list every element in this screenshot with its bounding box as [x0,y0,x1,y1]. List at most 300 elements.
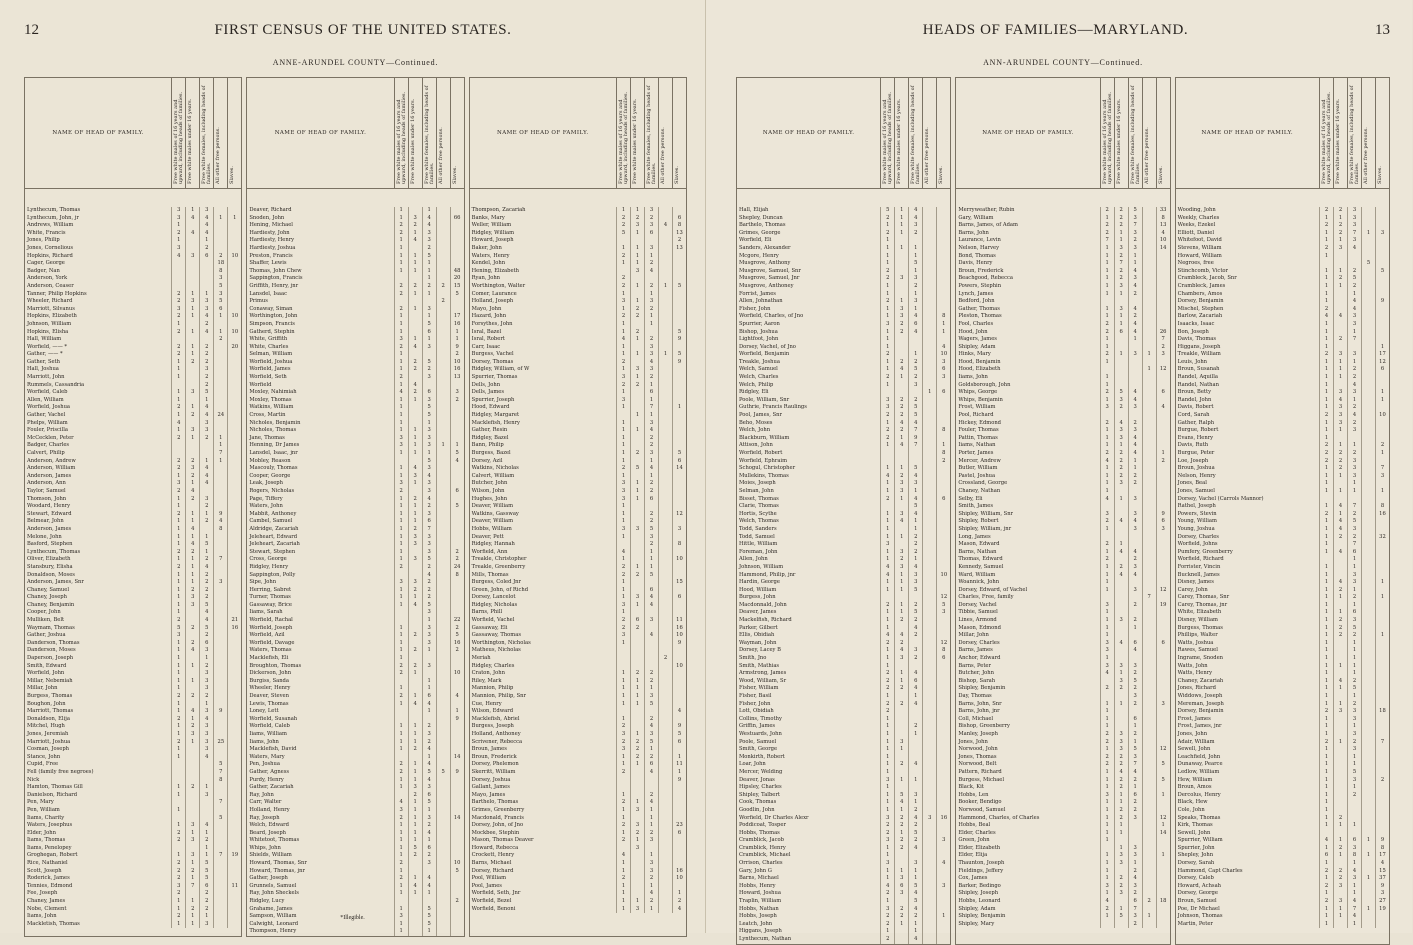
count-cell [659,868,673,876]
count-cell [937,549,950,557]
count-cell: 1 [1334,511,1348,519]
count-cell: 1 [881,625,895,633]
count-cell: 20 [231,343,239,350]
table-row [247,625,463,633]
count-cell: 2 [1115,685,1129,693]
table-row [1176,253,1389,261]
family-head-name: Cross, George [247,556,394,564]
count-cell [1362,647,1376,655]
count-cell: 4 [455,693,459,699]
count-cell: 2 [895,397,909,405]
family-head-name: Mitchel, Hugh [25,723,172,731]
table-row [737,670,950,678]
count-cell: 10 [231,328,239,335]
column-header-c5 [673,78,686,188]
count-cell: 8 [214,268,228,276]
table-row [25,708,241,716]
table-row [25,875,241,883]
count-cell [1143,685,1157,693]
count-cell: 1 [1320,253,1334,261]
count-cell: 2 [200,518,214,526]
count-cell [228,458,241,466]
family-head-name: Smith, James [956,503,1100,511]
family-head-name: Lewis, Thomas [247,701,394,709]
count-cell: 2 [186,906,200,914]
count-cell [186,260,200,268]
count-cell [659,670,673,678]
count-cell [228,693,241,701]
count-cell [1143,518,1157,526]
column-header-text: Free white males of 16 years and upward, including heads of families. [882,91,894,184]
count-cell: 4 [645,465,659,473]
count-cell [200,336,214,344]
count-cell: 1 [645,253,659,261]
count-cell: 9 [677,776,682,783]
family-head-name: Henning, Dr James [247,442,394,450]
count-cell: 10 [231,252,239,259]
count-cell [228,663,241,671]
count-cell [186,268,200,276]
count-cell: 1 [909,799,923,807]
family-head-name: Mascouly, Thomas [247,465,394,473]
column-header-c1 [617,78,631,188]
count-cell: 2 [617,769,631,777]
count-cell [937,898,950,906]
table-row [737,609,950,617]
table-row [470,708,686,716]
table-row [737,739,950,747]
table-row [1176,321,1389,329]
count-cell [1334,382,1348,390]
count-cell [617,541,631,549]
family-head-name: Ray, John Sheckels [247,890,394,898]
count-cell: 5 [909,587,923,595]
table-row [25,663,241,671]
count-cell: 2 [895,640,909,648]
count-cell [437,670,451,678]
table-row [1176,541,1389,549]
table-row [470,511,686,519]
count-cell: 2 [1129,670,1143,678]
count-cell [1376,640,1389,648]
count-cell [409,374,423,382]
count-cell: 2 [909,632,923,640]
count-cell [214,420,228,428]
family-head-name: Anderson, York [25,275,172,283]
count-cell: 3 [942,358,946,365]
count-cell: 1 [645,883,659,891]
count-cell [1101,921,1115,929]
family-head-name: Dells, John [470,382,617,390]
count-cell [645,275,659,283]
family-head-name: Danderson, Moses [25,647,172,655]
count-cell: 4 [1348,898,1362,906]
table-row [956,617,1169,625]
count-cell: 3 [631,268,645,276]
count-cell: 3 [1115,283,1129,291]
count-cell: 2 [1334,845,1348,853]
count-cell: 3 [645,617,659,625]
family-head-name: Thomson, John [25,496,172,504]
count-cell: 1 [1115,701,1129,709]
table-row [956,427,1169,435]
count-cell [923,435,937,443]
count-cell: 2 [172,837,186,845]
count-cell: 3 [423,731,437,739]
column-header-c4 [659,78,673,188]
count-cell: 1 [881,845,895,853]
family-head-name: Martin, Peter [1176,921,1320,929]
count-cell: 3 [1161,525,1165,532]
count-cell: 2 [1334,587,1348,595]
count-cell [923,852,937,860]
count-cell [923,420,937,428]
count-cell: 12 [1159,366,1167,373]
count-cell: 6 [645,587,659,595]
count-cell [923,913,937,921]
count-cell: 2 [1334,815,1348,823]
count-cell [1129,298,1143,306]
count-cell [923,268,937,276]
table-row [247,526,463,534]
table-row [1176,268,1389,276]
count-cell: 1 [881,245,895,253]
count-cell: 1 [1101,837,1115,845]
family-head-name: Kendel, John [470,260,617,268]
column-header-c1 [395,78,409,188]
count-cell [895,693,909,701]
family-head-name: Elder, Charles [956,830,1100,838]
count-cell: 2 [881,678,895,686]
table-row [956,777,1169,785]
count-cell [1143,716,1157,724]
count-cell: 1 [395,921,409,929]
count-cell [451,701,464,709]
table-row [470,306,686,314]
count-cell [228,222,241,230]
count-cell [200,268,214,276]
count-cell [937,556,950,564]
count-cell: 3 [172,207,186,215]
column-header-text: Free white females, including heads of families. [645,85,657,184]
count-cell: 1 [881,465,895,473]
count-cell [1157,807,1170,815]
count-cell [923,321,937,329]
family-head-name: Iiams, Charity [25,815,172,823]
count-cell: 1 [659,351,673,359]
table-row [737,283,950,291]
count-cell [228,670,241,678]
family-head-name: Mayo, James [470,792,617,800]
count-cell: 2 [631,382,645,390]
count-cell [1320,830,1334,838]
count-cell [451,663,464,671]
count-cell [659,906,673,914]
count-cell [1362,868,1376,876]
count-cell [1143,496,1157,504]
family-head-name: Thaunton, Joseph [956,860,1100,868]
count-cell: 3 [895,739,909,747]
family-head-name: Ridgley, William [470,230,617,238]
count-cell: 3 [645,298,659,306]
count-cell: 3 [645,366,659,374]
table-row [470,602,686,610]
count-cell [645,655,659,663]
count-cell [409,921,423,929]
count-cell: 1 [881,344,895,352]
count-cell [200,799,214,807]
count-cell [1143,283,1157,291]
count-cell [200,777,214,785]
count-cell [909,739,923,747]
count-cell: 5 [909,412,923,420]
family-head-name: Norwood, Belt [956,761,1100,769]
family-head-name: Treakle, Christopher [470,556,617,564]
family-head-name: Isral, Robert [470,336,617,344]
count-cell [673,291,686,299]
table-row [737,374,950,382]
table-row [1176,921,1389,929]
family-head-name: Jones, Jeremiah [25,731,172,739]
count-cell: 3 [1129,351,1143,359]
family-head-name: Rathel, Joseph [1176,503,1320,511]
count-cell: 1 [895,207,909,215]
count-cell: 1 [1334,739,1348,747]
count-cell [1143,845,1157,853]
count-cell [1115,632,1129,640]
family-head-name: Fisher, John [737,306,881,314]
count-cell [673,860,686,868]
table-row [247,685,463,693]
count-cell: 1 [881,253,895,261]
count-cell [1143,868,1157,876]
count-cell [659,245,673,253]
count-cell: 3 [395,336,409,344]
family-head-name: Mason, Edmond [956,625,1100,633]
count-cell: 3 [186,731,200,739]
count-cell: 1 [1320,602,1334,610]
count-cell [937,746,950,754]
count-cell: 2 [1161,457,1165,464]
count-cell [437,708,451,716]
count-cell [895,268,909,276]
name-column-header: NAME OF HEAD OF FAMILY. [737,78,881,188]
count-cell [923,503,937,511]
count-cell [186,746,200,754]
count-cell: 2 [645,374,659,382]
count-cell: 5 [1348,685,1362,693]
count-cell [437,921,451,929]
family-head-name: Worfield, Azil [247,632,394,640]
count-cell: 4 [200,404,214,412]
count-cell: 1 [395,253,409,261]
table-row [1176,556,1389,564]
count-cell [437,556,451,564]
count-cell [631,640,645,648]
count-cell: 2 [395,291,409,299]
family-head-name: White, Francis [25,230,172,238]
count-cell: 1 [1115,822,1129,830]
table-row [247,215,463,223]
count-cell: 3 [895,564,909,572]
count-cell [451,260,464,268]
count-cell: 1 [617,701,631,709]
table-row [470,769,686,777]
count-cell [214,480,228,488]
count-cell [673,306,686,314]
count-cell: 4 [909,207,923,215]
table-row [1176,329,1389,337]
column-header-c1 [172,78,186,188]
count-cell [1334,890,1348,898]
count-cell: 1 [617,245,631,253]
table-row [956,572,1169,580]
family-head-name: Worthington, John [247,313,394,321]
count-cell [214,359,228,367]
count-cell [659,518,673,526]
count-cell: 1 [1334,852,1348,860]
table-row [25,222,241,230]
family-head-name: Spurrier, William [1176,837,1320,845]
count-cell [895,344,909,352]
count-cell [451,511,464,519]
count-cell: 2 [617,359,631,367]
table-row [956,534,1169,542]
count-cell [1376,253,1389,261]
table-row [25,860,241,868]
count-cell: 2 [186,693,200,701]
count-cell: 6 [1320,852,1334,860]
count-cell: 1 [895,670,909,678]
count-cell: 3 [942,837,946,844]
family-head-name: Burgess, Vachel [470,351,617,359]
family-head-name: Holland, Henry [247,807,394,815]
table-row [737,761,950,769]
family-head-name: Cooper, George [247,473,394,481]
table-row [956,898,1169,906]
count-cell: 1 [423,708,437,716]
count-cell [172,799,186,807]
count-cell: 2 [1115,465,1129,473]
count-cell [895,852,909,860]
count-cell [214,860,228,868]
count-cell: 1 [881,792,895,800]
count-cell: 1 [172,678,186,686]
count-cell: 1 [186,875,200,883]
table-row [247,268,463,276]
page-number: 13 [1375,22,1390,38]
family-head-name: Hobbs, Nathan [737,906,881,914]
count-cell: 4 [909,625,923,633]
count-cell: 1 [214,458,228,466]
count-cell [1334,496,1348,504]
count-cell: 5 [645,739,659,747]
table-row [470,420,686,428]
count-cell [1115,625,1129,633]
count-cell: 1 [881,799,895,807]
count-cell [937,579,950,587]
count-cell [1143,769,1157,777]
count-cell [214,822,228,830]
count-cell: 1 [881,336,895,344]
count-cell [923,260,937,268]
table-row [247,860,463,868]
count-cell: 1 [186,291,200,299]
count-cell [1143,488,1157,496]
table-row [737,579,950,587]
count-cell [1115,693,1129,701]
count-cell [631,458,645,466]
count-cell: 1 [172,579,186,587]
family-head-name: Howard, Joseph [470,237,617,245]
count-cell [937,754,950,762]
family-head-name: Burgess, Thomas [25,693,172,701]
count-cell [409,329,423,337]
count-cell: 1 [1115,313,1129,321]
count-cell [1157,906,1170,914]
table-row [1176,275,1389,283]
count-cell: 1 [617,754,631,762]
count-cell [409,625,423,633]
family-head-name: Whitefoot, David [1176,237,1320,245]
count-cell: 2 [200,693,214,701]
count-cell: 2 [1334,336,1348,344]
count-cell [937,936,950,944]
count-cell [631,852,645,860]
family-head-name: Waters, Thomas [247,647,394,655]
count-cell: 1 [1101,716,1115,724]
table-row [25,283,241,291]
count-cell [1320,260,1334,268]
count-cell: 3 [895,890,909,898]
count-cell: 1 [409,807,423,815]
count-cell: 3 [1348,473,1362,481]
family-head-name: Anchor, Edward [956,655,1100,663]
count-cell: 2 [881,412,895,420]
count-cell [1362,617,1376,625]
count-cell [186,655,200,663]
column-header-c3 [200,78,214,188]
family-head-name: Badger, Charles [25,442,172,450]
count-cell: 7 [1348,906,1362,914]
table-row [956,549,1169,557]
count-cell: 1 [895,572,909,580]
count-cell: 3 [423,488,437,496]
count-cell: 1 [895,534,909,542]
count-cell [437,868,451,876]
count-cell: 1 [186,860,200,868]
count-cell [1362,777,1376,785]
table-row [25,731,241,739]
count-cell: 4 [1129,321,1143,329]
count-cell: 2 [1348,268,1362,276]
count-cell [659,784,673,792]
count-cell: 1 [617,321,631,329]
family-head-name: Forsythes, John [470,321,617,329]
family-head-name: Nobe, Clement [25,906,172,914]
column-header-text: Slaves. [451,166,458,184]
table-row [1176,845,1389,853]
count-cell: 3 [1129,404,1143,412]
count-cell: 1 [423,450,437,458]
count-cell: 1 [631,412,645,420]
table-row [956,283,1169,291]
count-cell: 1 [395,549,409,557]
family-head-name: Kirk, Thomas [1176,822,1320,830]
count-cell [1376,784,1389,792]
count-cell: 4 [409,382,423,390]
count-cell: 2 [631,625,645,633]
